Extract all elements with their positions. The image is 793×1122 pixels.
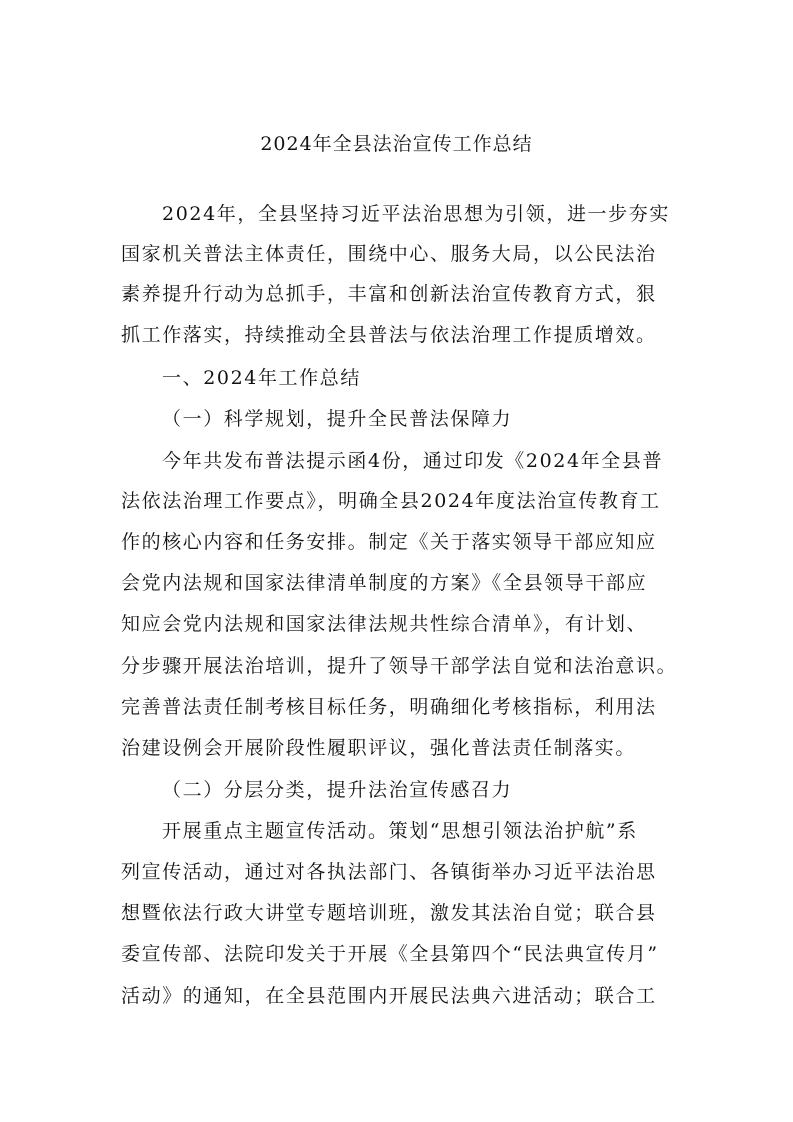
subsection-heading: （一）科学规划，提升全民普法保障力 bbox=[162, 408, 513, 430]
paragraph-line: 国家机关普法主体责任，围绕中心、服务大局，以公民法治 bbox=[121, 243, 657, 265]
paragraph-line: 列宣传活动，通过对各执法部门、各镇街举办习近平法治思 bbox=[121, 861, 657, 883]
paragraph-line: 治建设例会开展阶段性履职评议，强化普法责任制落实。 bbox=[121, 737, 637, 759]
section-heading: 一、2024年工作总结 bbox=[162, 367, 361, 389]
paragraph-line: 活动》的通知，在全县范围内开展民法典六进活动；联合工 bbox=[121, 985, 657, 1007]
paragraph-line: 今年共发布普法提示函4份，通过印发《2024年全县普 bbox=[162, 450, 664, 472]
paragraph-line: 法依法治理工作要点》，明确全县2024年度法治宣传教育工 bbox=[121, 490, 661, 512]
paragraph-line: 开展重点主题宣传活动。策划“思想引领法治护航”系 bbox=[162, 820, 638, 842]
subsection-heading: （二）分层分类，提升法治宣传感召力 bbox=[162, 779, 513, 801]
paragraph-line: 素养提升行动为总抓手，丰富和创新法治宣传教育方式，狠 bbox=[121, 283, 657, 305]
paragraph-line: 知应会党内法规和国家法律法规共性综合清单》，有计划、 bbox=[121, 613, 648, 635]
paragraph-line: 委宣传部、法院印发关于开展《全县第四个“民法典宣传月” bbox=[121, 943, 659, 965]
document-title: 2024年全县法治宣传工作总结 bbox=[260, 133, 533, 155]
paragraph-line: 作的核心内容和任务安排。制定《关于落实领导干部应知应 bbox=[121, 531, 657, 553]
paragraph-line: 2024年，全县坚持习近平法治思想为引领，进一步夯实 bbox=[162, 203, 670, 225]
paragraph-line: 完善普法责任制考核目标任务，明确细化考核指标，利用法 bbox=[121, 696, 657, 718]
paragraph-line: 会党内法规和国家法律清单制度的方案》《全县领导干部应 bbox=[121, 572, 648, 594]
paragraph-line: 分步骤开展法治培训，提升了领导干部学法自觉和法治意识。 bbox=[121, 655, 678, 677]
paragraph-line: 抓工作落实，持续推动全县普法与依法治理工作提质增效。 bbox=[121, 324, 657, 346]
paragraph-line: 想暨依法行政大讲堂专题培训班，激发其法治自觉；联合县 bbox=[121, 902, 657, 924]
